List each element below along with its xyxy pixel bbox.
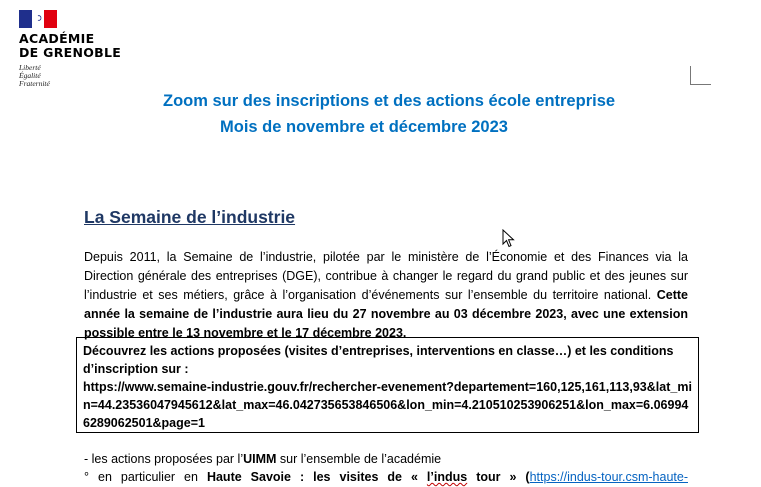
republic-motto <box>19 64 121 88</box>
mouse-cursor-icon <box>502 229 516 249</box>
indus-tour-word: l’indus <box>426 470 468 484</box>
document-title-line1: Zoom sur des inscriptions et des actions école entreprise <box>163 92 616 110</box>
tour-word: tour <box>467 470 501 484</box>
motto-liberte: Liberté <box>19 63 41 72</box>
info-box <box>76 337 699 433</box>
indus-tour-link[interactable]: https://indus-tour.csm-haute- <box>529 470 688 484</box>
document-title-line2: Mois de novembre et décembre 2023 <box>220 118 508 136</box>
list-item <box>84 468 688 486</box>
actions-list <box>84 450 688 486</box>
info-box-url[interactable]: https://www.semaine-industrie.gouv.fr/rechercher-evenement?departement=160,125,161,113,93&lat_min=44.23536047945612&lat_max=46.042735653846506&lon_min=4.210510253906251&lon_max=6.069946289062501&page=1 <box>83 380 692 430</box>
paragraph-bold-text: Cette année la semaine de l’industrie aura lieu du 27 novembre au 03 décembre 2023, avec une extension possible entre le 13 novembre et le 17 décembre 2023. <box>84 288 688 340</box>
page-corner-mark <box>690 66 711 85</box>
uimm-label: UIMM <box>243 452 277 466</box>
motto-egalite: Égalité <box>19 71 41 80</box>
academie-line1: ACADÉMIE <box>19 31 95 46</box>
republique-flag-icon <box>19 10 57 28</box>
list-item-suffix: sur l’ensemble de l’académie <box>276 452 442 466</box>
section-heading: La Semaine de l’industrie <box>84 207 296 227</box>
list-item <box>84 450 688 468</box>
list-item-close: » ( <box>500 470 530 484</box>
academie-line2: DE GRENOBLE <box>19 45 122 60</box>
list-item-prefix: - les actions proposées par l’ <box>84 452 244 466</box>
list-item-mid: : les visites de « <box>290 470 427 484</box>
paragraph-text: Depuis 2011, la Semaine de l’industrie, pilotée par le ministère de l’Économie et des Finances via la Direction générale des entreprises (DGE), contribue à changer le regard du grand public et des jeunes sur l’industrie et ses métiers, grâce à l’organisation d’événements sur l’ensemble du territoire national. <box>84 250 688 302</box>
motto-fraternite: Fraternité <box>19 79 50 88</box>
region-label: Haute Savoie <box>206 470 291 484</box>
list-item-prefix: ° en particulier en <box>84 470 207 484</box>
academie-name <box>19 32 121 60</box>
marianne-icon <box>30 11 47 27</box>
info-box-text: Découvrez les actions proposées (visites d’entreprises, interventions en classe…) et les conditions d’inscription sur : <box>83 344 674 376</box>
academie-logo <box>19 10 121 88</box>
section-paragraph <box>84 248 688 343</box>
